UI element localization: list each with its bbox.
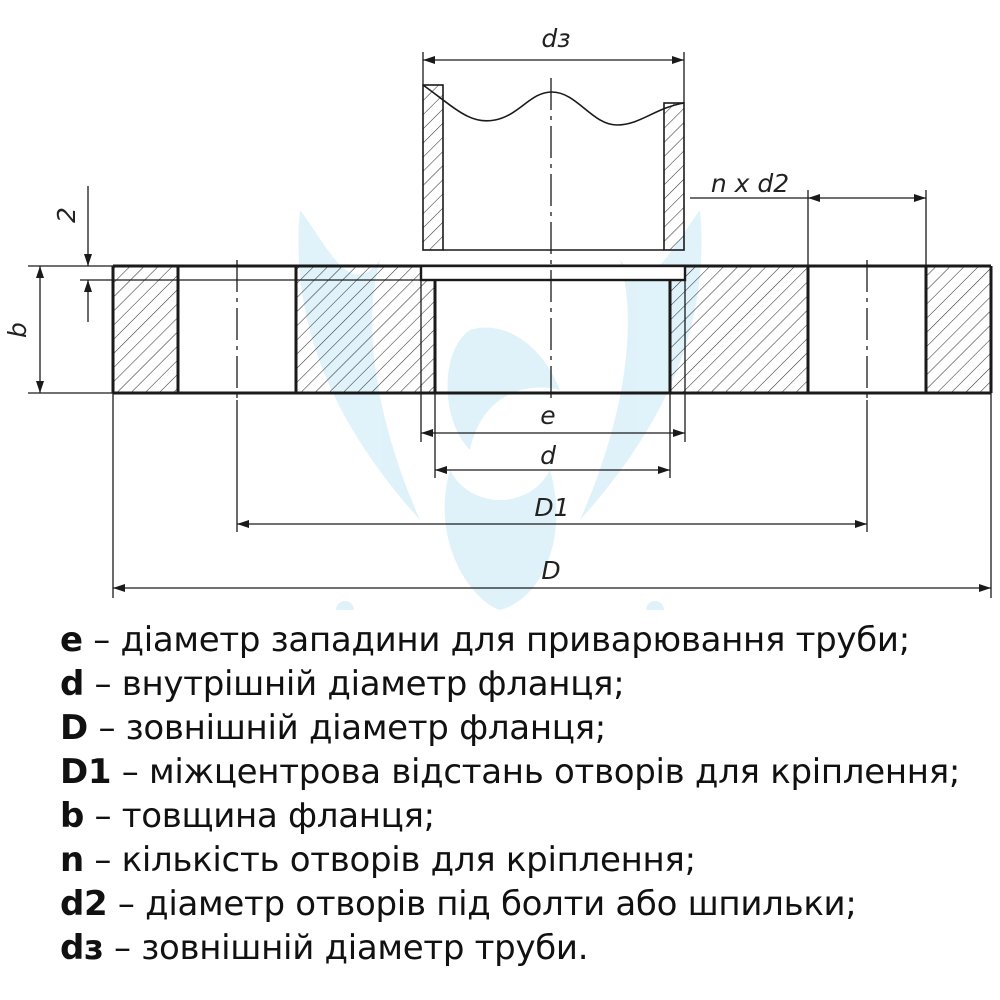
legend-description: – зовнішній діаметр фланця;	[87, 708, 606, 748]
legend-symbol: D1	[60, 752, 112, 792]
legend-item	[60, 882, 990, 926]
legend-description: – діаметр западини для приварювання труби;	[82, 620, 910, 660]
legend-symbol: e	[60, 620, 83, 660]
legend-item	[60, 618, 990, 662]
legend-symbol: d2	[60, 884, 108, 924]
legend-symbol: n	[60, 840, 84, 880]
legend	[60, 618, 990, 970]
legend-item	[60, 838, 990, 882]
legend-description: – внутрішній діаметр фланця;	[84, 664, 625, 704]
legend-description: – діаметр отворів під болти або шпильки;	[107, 884, 857, 924]
legend-symbol: d	[60, 664, 85, 704]
legend-symbol: dз	[60, 928, 104, 968]
label-d3: dз	[541, 24, 571, 53]
legend-description: – кількість отворів для кріплення;	[83, 840, 696, 880]
legend-item	[60, 706, 990, 750]
legend-description: – міжцентрова відстань отворів для кріплення;	[111, 752, 961, 792]
legend-symbol: b	[60, 796, 85, 836]
legend-description: – зовнішній діаметр труби.	[103, 928, 589, 968]
label-D: D	[541, 556, 561, 585]
legend-item	[60, 794, 990, 838]
legend-item	[60, 750, 990, 794]
legend-symbol: D	[60, 708, 88, 748]
legend-item	[60, 926, 990, 970]
label-d: d	[540, 441, 556, 470]
legend-item	[60, 662, 990, 706]
label-e: e	[540, 401, 556, 430]
pipe	[423, 85, 684, 250]
legend-description: – товщина фланця;	[84, 796, 435, 836]
label-b: b	[3, 322, 32, 338]
label-D1: D1	[534, 493, 570, 522]
label-2: 2	[52, 207, 81, 223]
label-n-x-d2: n x d2	[710, 169, 790, 198]
